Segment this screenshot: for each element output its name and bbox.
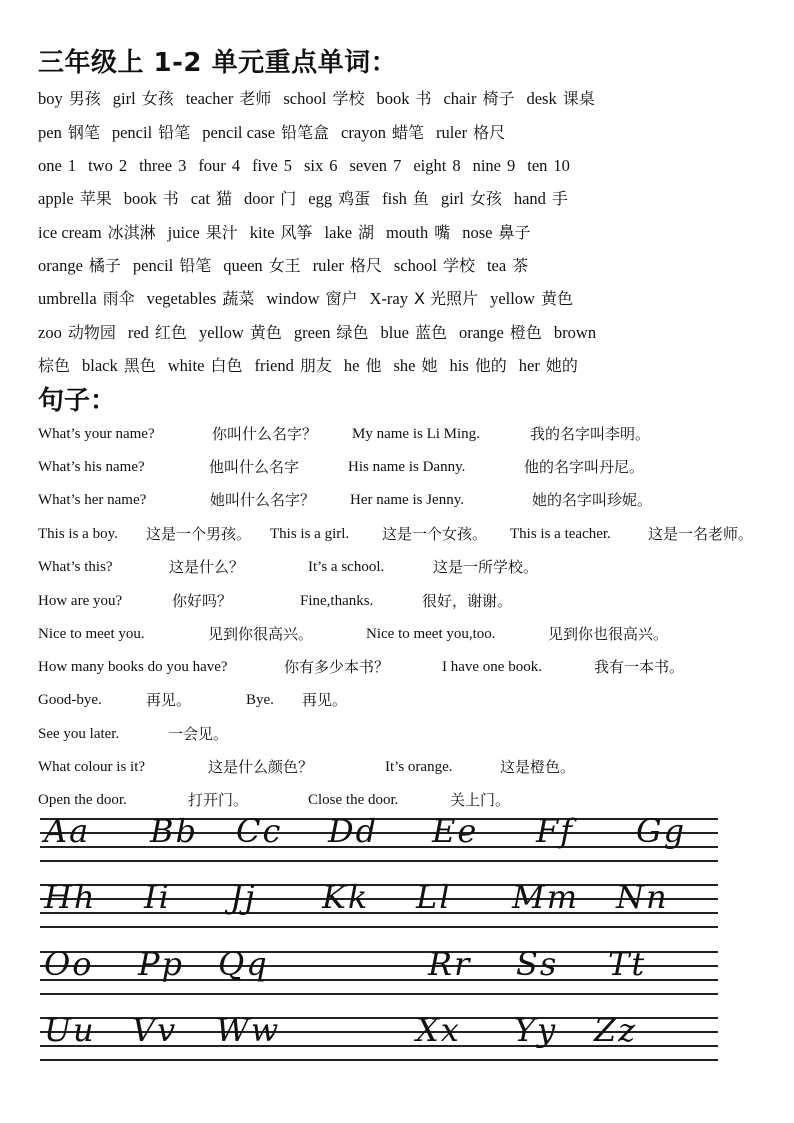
vocab-meaning: 1 <box>67 156 77 175</box>
sentence-en: It’s orange. <box>385 759 453 775</box>
vocab-meaning: 9 <box>506 156 516 175</box>
vocab-word: boy <box>38 89 63 108</box>
sentence-en: Open the door. <box>38 792 127 808</box>
sentence-en: Nice to meet you. <box>38 626 145 642</box>
vocab-word: hand <box>513 189 546 208</box>
vocab-meaning: X 光照片 <box>414 289 479 308</box>
sentence-cn: 再见。 <box>146 691 192 709</box>
vocab-meaning: 学校 <box>332 89 365 108</box>
vocab-meaning: 红色 <box>154 323 187 342</box>
vocab-meaning: 女孩 <box>141 89 174 108</box>
sentence-cn: 关上门。 <box>450 791 511 809</box>
vocab-word: eight <box>413 156 447 175</box>
vocab-meaning: 苹果 <box>79 189 112 208</box>
vocab-word: one <box>38 156 62 175</box>
alphabet-pair: Ii <box>144 878 171 916</box>
vocab-line-1 <box>38 88 601 110</box>
vocab-word: vegetables <box>146 289 217 308</box>
vocab-meaning: 他的 <box>474 356 507 375</box>
sentence-cn: 这是橙色。 <box>500 758 576 776</box>
vocab-meaning: 白色 <box>210 356 243 375</box>
sentence-cn: 这是什么？ <box>169 558 245 576</box>
alphabet-pair: Gg <box>636 812 687 850</box>
vocab-line-4 <box>38 188 574 210</box>
vocab-word: blue <box>380 323 409 342</box>
vocab-meaning: 10 <box>553 156 570 175</box>
handwriting-row-2 <box>40 878 720 928</box>
alphabet-pair: Rr <box>428 945 472 983</box>
vocab-meaning: 椅子 <box>482 89 515 108</box>
vocab-meaning: 手 <box>551 189 568 208</box>
vocab-meaning: 学校 <box>442 256 475 275</box>
sentence-cn: 她的名字叫珍妮。 <box>532 491 653 509</box>
vocab-word: yellow <box>198 323 244 342</box>
vocab-meaning: 铅笔 <box>179 256 212 275</box>
sentence-cn: 这是一名老师。 <box>648 525 754 543</box>
sentence-en: See you later. <box>38 726 120 742</box>
handwriting-row-1 <box>40 812 720 862</box>
vocab-word: black <box>82 356 118 375</box>
vocab-meaning: 书 <box>415 89 432 108</box>
vocab-word: egg <box>308 189 333 208</box>
vocab-meaning: 老师 <box>239 89 272 108</box>
vocab-meaning: 蓝色 <box>414 323 447 342</box>
vocab-word: chair <box>443 89 477 108</box>
vocab-line-3 <box>38 155 576 177</box>
sentence-cn: 这是一个女孩。 <box>382 525 488 543</box>
sentence-en: What’s your name? <box>38 426 155 442</box>
vocab-meaning: 女孩 <box>469 189 502 208</box>
vocab-word: kite <box>249 223 275 242</box>
vocab-meaning: 8 <box>452 156 461 175</box>
vocab-line-9 <box>38 355 584 377</box>
vocab-word: pencil <box>132 256 174 275</box>
alphabet-pair: Ff <box>536 812 575 850</box>
sentence-cn: 你好吗？ <box>172 592 233 610</box>
sentence-en: How are you? <box>38 593 123 609</box>
vocab-word: ruler <box>312 256 344 275</box>
vocab-meaning: 钢笔 <box>67 123 100 142</box>
vocab-meaning: 茶 <box>512 256 529 275</box>
sentence-en: What colour is it? <box>38 759 146 775</box>
alphabet-pair: Nn <box>616 878 669 916</box>
sentence-line <box>38 723 758 745</box>
sentence-en: This is a girl. <box>270 526 350 542</box>
vocab-meaning: 铅笔 <box>158 123 191 142</box>
sentences-heading: 句子： <box>38 386 117 416</box>
vocab-meaning: 5 <box>283 156 292 175</box>
sentence-en: I have one book. <box>442 659 542 675</box>
vocab-word: zoo <box>38 323 62 342</box>
sentence-en: Fine,thanks. <box>300 593 374 609</box>
vocab-meaning: 猫 <box>216 189 233 208</box>
alphabet-pair: Ss <box>516 945 559 983</box>
alphabet-pair: Aa <box>44 812 91 850</box>
alphabet-pair: Cc <box>236 812 283 850</box>
vocab-meaning: 鸡蛋 <box>338 189 371 208</box>
vocab-line-8 <box>38 322 602 344</box>
sentence-en: Bye. <box>246 692 274 708</box>
sentence-cn: 我有一本书。 <box>594 658 685 676</box>
sentence-en: What’s this? <box>38 559 113 575</box>
sentence-line <box>38 489 758 511</box>
vocab-meaning: 鱼 <box>412 189 429 208</box>
sentence-line <box>38 523 774 545</box>
sentence-en: Nice to meet you,too. <box>366 626 496 642</box>
vocab-meaning: 果汁 <box>205 223 238 242</box>
vocab-word: six <box>303 156 324 175</box>
vocab-word: mouth <box>386 223 429 242</box>
vocab-word: door <box>244 189 275 208</box>
sentence-line <box>38 689 758 711</box>
vocab-word: brown <box>553 323 597 342</box>
vocab-word: crayon <box>341 123 386 142</box>
vocab-word: pencil case <box>202 123 276 142</box>
alphabet-pair: Yy <box>514 1011 558 1049</box>
alphabet-pair: Dd <box>328 812 379 850</box>
alphabet-pair: Vv <box>132 1011 178 1049</box>
alphabet-pair: Kk <box>322 878 370 916</box>
vocab-meaning: 她 <box>421 356 438 375</box>
vocab-meaning: 2 <box>118 156 128 175</box>
vocab-word: pen <box>38 123 62 142</box>
sentence-cn: 打开门。 <box>188 791 249 809</box>
vocab-meaning: 3 <box>178 156 187 175</box>
vocab-meaning: 窗户 <box>325 289 358 308</box>
vocab-meaning: 女王 <box>268 256 301 275</box>
sentence-cn: 再见。 <box>302 691 348 709</box>
sentence-en: Good-bye. <box>38 692 102 708</box>
vocab-meaning: 格尺 <box>349 256 382 275</box>
vocab-word: cat <box>190 189 210 208</box>
vocab-meaning: 朋友 <box>299 356 332 375</box>
alphabet-pair: Ee <box>432 812 479 850</box>
vocab-meaning: 蜡笔 <box>391 123 424 142</box>
vocab-meaning: 黑色 <box>123 356 156 375</box>
sentence-en: My name is Li Ming. <box>352 426 480 442</box>
vocab-word: nose <box>462 223 493 242</box>
vocab-word: orange <box>38 256 83 275</box>
alphabet-pair: Zz <box>594 1011 638 1049</box>
vocab-meaning: 雨伞 <box>102 289 135 308</box>
sentence-en: This is a teacher. <box>510 526 611 542</box>
vocab-word: friend <box>254 356 294 375</box>
vocab-line-2 <box>38 122 511 144</box>
vocab-word: X-ray <box>369 289 408 308</box>
page-title: 三年级上 1-2 单元重点单词： <box>38 48 398 78</box>
vocab-word: she <box>393 356 416 375</box>
vocab-word: seven <box>349 156 388 175</box>
alphabet-pair: Tt <box>608 945 647 983</box>
alphabet-pair: Ll <box>416 878 452 916</box>
vocab-meaning: 男孩 <box>68 89 101 108</box>
vocab-meaning: 6 <box>329 156 338 175</box>
vocab-meaning: 湖 <box>358 223 375 242</box>
vocab-word: girl <box>440 189 464 208</box>
alphabet-pair: Hh <box>44 878 97 916</box>
vocab-meaning: 他 <box>365 356 382 375</box>
vocab-word: orange <box>458 323 504 342</box>
sentence-cn: 见到你很高兴。 <box>208 625 314 643</box>
sentence-cn: 一会见。 <box>168 725 229 743</box>
vocab-meaning: 书 <box>162 189 179 208</box>
sentence-line <box>38 556 758 578</box>
vocab-word: school <box>283 89 327 108</box>
sentence-cn: 他叫什么名字 <box>209 458 300 476</box>
sentence-cn: 很好，谢谢。 <box>422 592 513 610</box>
sentence-cn: 他的名字叫丹尼。 <box>524 458 645 476</box>
vocab-word: green <box>293 323 331 342</box>
vocab-meaning: 铅笔盒 <box>281 123 330 142</box>
sentence-cn: 你有多少本书？ <box>284 658 390 676</box>
vocab-meaning: 黄色 <box>540 289 573 308</box>
sentence-en: His name is Danny. <box>348 459 466 475</box>
vocab-meaning: 动物园 <box>67 323 116 342</box>
vocab-meaning: 冰淇淋 <box>107 223 156 242</box>
vocab-line-5 <box>38 222 536 244</box>
vocab-word: white <box>167 356 205 375</box>
sentence-cn: 这是一个男孩。 <box>146 525 252 543</box>
vocab-meaning: 7 <box>393 156 402 175</box>
vocab-word: lake <box>324 223 353 242</box>
sentence-en: Close the door. <box>308 792 399 808</box>
vocab-meaning: 格尺 <box>473 123 506 142</box>
sentence-en: Her name is Jenny. <box>350 492 464 508</box>
sentence-cn: 这是一所学校。 <box>433 558 539 576</box>
sentence-en: How many books do you have? <box>38 659 228 675</box>
sentence-line <box>38 789 758 811</box>
vocab-word: three <box>139 156 173 175</box>
vocab-word: teacher <box>185 89 234 108</box>
vocab-word: nine <box>472 156 501 175</box>
sentence-cn: 你叫什么名字？ <box>212 425 318 443</box>
vocab-meaning: 风筝 <box>280 223 313 242</box>
vocab-meaning: 课桌 <box>562 89 595 108</box>
vocab-word: window <box>266 289 320 308</box>
alphabet-pair: Pp <box>138 945 185 983</box>
vocab-word: his <box>449 356 469 375</box>
vocab-meaning: 棕色 <box>38 356 71 375</box>
vocab-word: four <box>198 156 226 175</box>
vocab-meaning: 鼻子 <box>498 223 531 242</box>
alphabet-pair: Oo <box>44 945 94 983</box>
vocab-meaning: 绿色 <box>336 323 369 342</box>
sentence-line <box>38 656 758 678</box>
sentence-cn: 我的名字叫李明。 <box>530 425 651 443</box>
vocab-word: ice cream <box>38 223 102 242</box>
sentence-en: This is a boy. <box>38 526 118 542</box>
vocab-word: girl <box>112 89 136 108</box>
sentence-cn: 见到你也很高兴。 <box>548 625 669 643</box>
alphabet-pair: Mm <box>512 878 580 916</box>
vocab-word: book <box>123 189 157 208</box>
vocab-meaning: 黄色 <box>249 323 282 342</box>
vocab-word: apple <box>38 189 74 208</box>
sentence-line <box>38 756 758 778</box>
vocab-word: fish <box>382 189 407 208</box>
vocab-word: pencil <box>111 123 153 142</box>
vocab-meaning: 橘子 <box>88 256 121 275</box>
sentence-line <box>38 623 758 645</box>
handwriting-row-4 <box>40 1011 720 1061</box>
vocab-word: five <box>252 156 278 175</box>
vocab-word: her <box>518 356 540 375</box>
alphabet-pair: Bb <box>150 812 198 850</box>
sentence-cn: 她叫什么名字？ <box>210 491 316 509</box>
vocab-word: ten <box>527 156 548 175</box>
vocab-word: tea <box>486 256 507 275</box>
alphabet-pair: Ww <box>216 1011 281 1049</box>
vocab-word: umbrella <box>38 289 97 308</box>
vocab-meaning: 门 <box>280 189 297 208</box>
vocab-word: queen <box>223 256 263 275</box>
vocab-word: juice <box>167 223 200 242</box>
sentence-cn: 这是什么颜色？ <box>208 758 314 776</box>
vocab-meaning: 蔬菜 <box>222 289 255 308</box>
sentence-en: It’s a school. <box>308 559 385 575</box>
vocab-line-6 <box>38 255 534 277</box>
vocab-word: two <box>88 156 113 175</box>
sentence-en: What’s his name? <box>38 459 145 475</box>
vocab-word: he <box>343 356 360 375</box>
vocab-meaning: 橙色 <box>509 323 542 342</box>
vocab-word: desk <box>526 89 557 108</box>
sentence-line <box>38 423 758 445</box>
sentence-en: What’s her name? <box>38 492 147 508</box>
vocab-line-7 <box>38 288 579 310</box>
vocab-meaning: 她的 <box>545 356 578 375</box>
vocab-meaning: 嘴 <box>434 223 451 242</box>
sentence-line <box>38 590 758 612</box>
alphabet-pair: Qq <box>218 945 269 983</box>
handwriting-row-3 <box>40 945 720 995</box>
vocab-word: yellow <box>490 289 535 308</box>
vocab-word: school <box>393 256 437 275</box>
vocab-word: ruler <box>435 123 468 142</box>
vocab-meaning: 4 <box>231 156 241 175</box>
alphabet-pair: Uu <box>44 1011 96 1049</box>
vocab-word: book <box>376 89 410 108</box>
alphabet-pair: Xx <box>416 1011 461 1049</box>
sentence-line <box>38 456 758 478</box>
vocab-word: red <box>127 323 149 342</box>
alphabet-pair: Jj <box>230 878 257 916</box>
